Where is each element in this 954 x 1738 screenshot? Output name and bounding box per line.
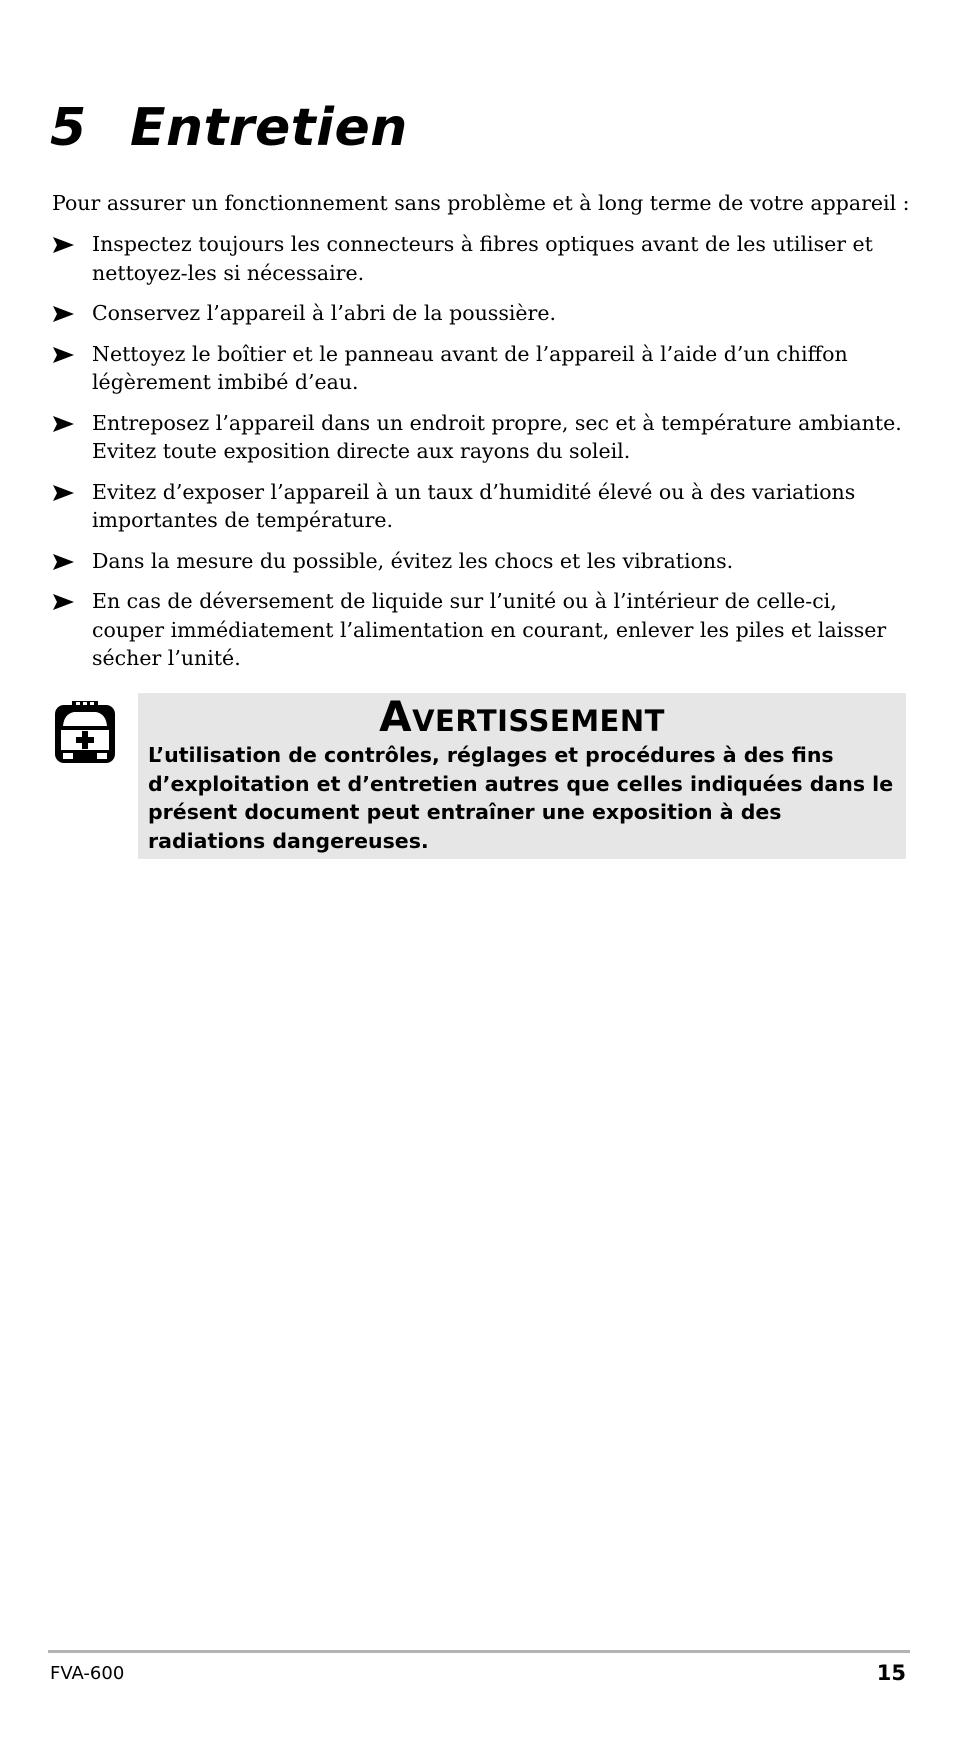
list-item xyxy=(52,299,912,328)
arrow-bullet-icon xyxy=(52,416,74,432)
arrow-bullet-icon xyxy=(52,485,74,501)
footer-page-number: 15 xyxy=(876,1661,906,1685)
list-item-text: Inspectez toujours les connecteurs à fibres optiques avant de les utiliser et nettoyez-les si nécessaire. xyxy=(92,232,873,285)
maintenance-list xyxy=(52,230,912,685)
list-item xyxy=(52,478,912,535)
footer-product-name: FVA-600 xyxy=(50,1663,125,1684)
list-item xyxy=(52,230,912,287)
warning-title: Avertissement xyxy=(379,692,665,741)
list-item-text: En cas de déversement de liquide sur l’unité ou à l’intérieur de celle-ci, couper immédiatement l’alimentation en courant, enlever les piles et laisser sécher l’unité. xyxy=(92,589,887,670)
list-item xyxy=(52,587,912,673)
warning-text: L’utilisation de contrôles, réglages et procédures à des fins d’exploitation et d’entretien autres que celles indiquées dans le présent document peut entraîner une exposition à des radiations dangereuses. xyxy=(148,743,894,853)
list-item-text: Dans la mesure du possible, évitez les chocs et les vibrations. xyxy=(92,548,734,573)
list-item xyxy=(52,409,912,466)
arrow-bullet-icon xyxy=(52,237,74,253)
list-item xyxy=(52,340,912,397)
list-item-text: Evitez d’exposer l’appareil à un taux d’humidité élevé ou à des variations importantes de température. xyxy=(92,479,856,532)
intro-paragraph: Pour assurer un fonctionnement sans problème et à long terme de votre appareil : xyxy=(52,191,910,215)
list-item-text: Conservez l’appareil à l’abri de la poussière. xyxy=(92,301,556,325)
chapter-title-text: Entretien xyxy=(130,98,408,158)
arrow-bullet-icon xyxy=(52,306,74,322)
warning-box xyxy=(138,693,906,859)
list-item xyxy=(52,547,912,576)
list-item-text: Nettoyez le boîtier et le panneau avant de l’appareil à l’aide d’un chiffon légèrement imbibé d’eau. xyxy=(92,341,848,394)
arrow-bullet-icon xyxy=(52,594,74,610)
arrow-bullet-icon xyxy=(52,347,74,363)
arrow-bullet-icon xyxy=(52,554,74,570)
ambulance-warning-icon xyxy=(54,700,116,766)
list-item-text: Entreposez l’appareil dans un endroit propre, sec et à température ambiante. Evitez toute exposition directe aux rayons du soleil. xyxy=(92,410,902,463)
chapter-number: 5 xyxy=(50,98,87,158)
footer-divider xyxy=(48,1650,910,1653)
chapter-title xyxy=(50,100,408,157)
